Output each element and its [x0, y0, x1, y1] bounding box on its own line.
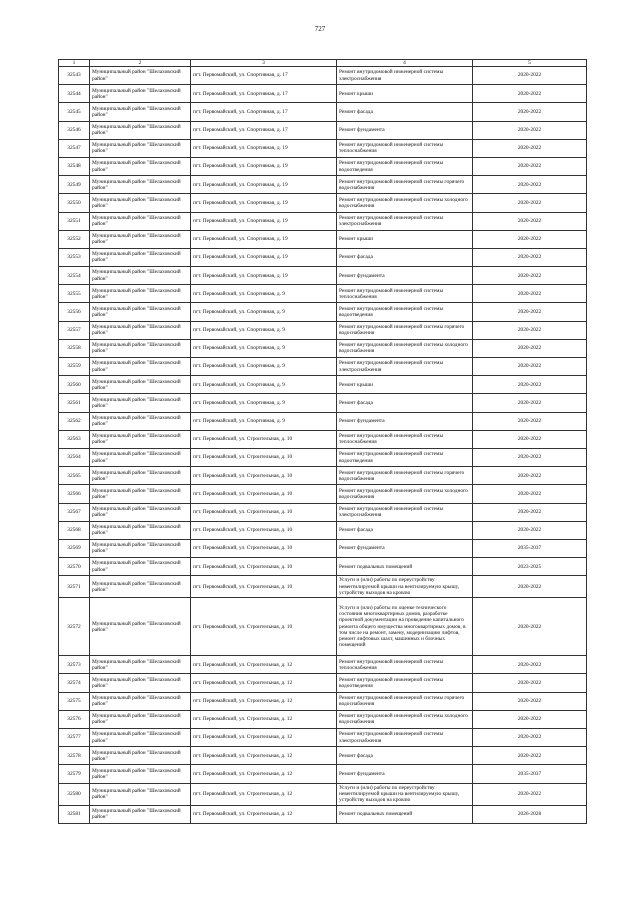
cell-row-number: 32555 — [59, 285, 90, 303]
cell-period: 2020-2022 — [473, 729, 587, 747]
table-row — [59, 358, 587, 376]
cell-municipality: Муниципальный район "Шелаховский район" — [90, 558, 191, 576]
table-row — [59, 412, 587, 430]
cell-municipality: Муниципальный район "Шелаховский район" — [90, 692, 191, 710]
cell-row-number: 32574 — [59, 674, 90, 692]
cell-address: пгт. Первомайский, ул. Строительная, д. 12 — [191, 710, 337, 728]
header-col-4: 4 — [337, 60, 473, 67]
cell-address: пгт. Первомайский, ул. Строительная, д. 10 — [191, 485, 337, 503]
repair-schedule-table — [58, 59, 587, 824]
header-col-1: 1 — [59, 60, 90, 67]
cell-period: 2020-2022 — [473, 157, 587, 175]
table-row — [59, 674, 587, 692]
cell-municipality: Муниципальный район "Шелаховский район" — [90, 412, 191, 430]
table-row — [59, 729, 587, 747]
cell-municipality: Муниципальный район "Шелаховский район" — [90, 674, 191, 692]
cell-work-type: Ремонт внутридомовой инженерной системы теплоснабжения — [337, 285, 473, 303]
cell-period: 2023-2025 — [473, 558, 587, 576]
cell-row-number: 32552 — [59, 230, 90, 248]
table-row — [59, 783, 587, 805]
cell-work-type: Ремонт внутридомовой инженерной системы холодного водоснабжения — [337, 339, 473, 357]
cell-row-number: 32561 — [59, 394, 90, 412]
cell-period: 2020-2022 — [473, 303, 587, 321]
cell-address: пгт. Первомайский, ул. Строительная, д. 10 — [191, 503, 337, 521]
cell-municipality: Муниципальный район "Шелаховский район" — [90, 248, 191, 266]
table-row — [59, 805, 587, 823]
cell-address: пгт. Первомайский, ул. Спортивная, д. 9 — [191, 412, 337, 430]
cell-period: 2020-2022 — [473, 656, 587, 674]
cell-municipality: Муниципальный район "Шелаховский район" — [90, 303, 191, 321]
cell-address: пгт. Первомайский, ул. Спортивная, д. 19 — [191, 176, 337, 194]
cell-address: пгт. Первомайский, ул. Спортивная, д. 17 — [191, 103, 337, 121]
cell-municipality: Муниципальный район "Шелаховский район" — [90, 539, 191, 557]
cell-period: 2026-2028 — [473, 805, 587, 823]
cell-period: 2020-2022 — [473, 103, 587, 121]
cell-work-type: Ремонт подвальных помещений — [337, 558, 473, 576]
cell-row-number: 32545 — [59, 103, 90, 121]
cell-work-type: Ремонт внутридомовой инженерной системы электроснабжения — [337, 67, 473, 85]
cell-row-number: 32553 — [59, 248, 90, 266]
table-row — [59, 230, 587, 248]
cell-period: 2020-2022 — [473, 85, 587, 103]
cell-work-type: Ремонт внутридомовой инженерной системы водоотведения — [337, 674, 473, 692]
cell-period: 2020-2022 — [473, 747, 587, 765]
page-number: 727 — [314, 25, 326, 33]
cell-address: пгт. Первомайский, ул. Строительная, д. 12 — [191, 674, 337, 692]
cell-period: 2020-2022 — [473, 710, 587, 728]
table-row — [59, 303, 587, 321]
table-row — [59, 598, 587, 656]
cell-row-number: 32581 — [59, 805, 90, 823]
cell-work-type: Услуги и (или) работы по переустройству невентилируемой крыши на вентилируемую крышу, устройству выходов на кровлю — [337, 576, 473, 598]
cell-row-number: 32566 — [59, 485, 90, 503]
cell-row-number: 32564 — [59, 448, 90, 466]
cell-address: пгт. Первомайский, ул. Строительная, д. 12 — [191, 729, 337, 747]
cell-row-number: 32562 — [59, 412, 90, 430]
cell-municipality: Муниципальный район "Шелаховский район" — [90, 176, 191, 194]
cell-row-number: 32559 — [59, 358, 90, 376]
cell-period: 2020-2022 — [473, 448, 587, 466]
table-row — [59, 285, 587, 303]
cell-address: пгт. Первомайский, ул. Спортивная, д. 9 — [191, 339, 337, 357]
cell-row-number: 32565 — [59, 467, 90, 485]
cell-municipality: Муниципальный район "Шелаховский район" — [90, 358, 191, 376]
cell-period: 2020-2022 — [473, 692, 587, 710]
table-row — [59, 467, 587, 485]
cell-municipality: Муниципальный район "Шелаховский район" — [90, 103, 191, 121]
cell-row-number: 32547 — [59, 139, 90, 157]
cell-address: пгт. Первомайский, ул. Строительная, д. 10 — [191, 467, 337, 485]
cell-address: пгт. Первомайский, ул. Строительная, д. 12 — [191, 692, 337, 710]
cell-work-type: Ремонт внутридомовой инженерной системы водоотведения — [337, 303, 473, 321]
cell-work-type: Ремонт внутридомовой инженерной системы холодного водоснабжения — [337, 485, 473, 503]
cell-row-number: 32573 — [59, 656, 90, 674]
cell-municipality: Муниципальный район "Шелаховский район" — [90, 339, 191, 357]
cell-address: пгт. Первомайский, ул. Спортивная, д. 19 — [191, 139, 337, 157]
cell-work-type: Ремонт внутридомовой инженерной системы водоотведения — [337, 157, 473, 175]
cell-municipality: Муниципальный район "Шелаховский район" — [90, 139, 191, 157]
cell-address: пгт. Первомайский, ул. Спортивная, д. 17 — [191, 67, 337, 85]
cell-address: пгт. Первомайский, ул. Спортивная, д. 9 — [191, 358, 337, 376]
cell-work-type: Ремонт внутридомовой инженерной системы теплоснабжения — [337, 656, 473, 674]
cell-row-number: 32576 — [59, 710, 90, 728]
cell-address: пгт. Первомайский, ул. Спортивная, д. 17 — [191, 85, 337, 103]
cell-row-number: 32571 — [59, 576, 90, 598]
table-row — [59, 194, 587, 212]
cell-period: 2020-2022 — [473, 376, 587, 394]
cell-municipality: Муниципальный район "Шелаховский район" — [90, 805, 191, 823]
table-row — [59, 85, 587, 103]
cell-municipality: Муниципальный район "Шелаховский район" — [90, 321, 191, 339]
cell-period: 2020-2022 — [473, 485, 587, 503]
cell-period: 2020-2022 — [473, 194, 587, 212]
cell-work-type: Ремонт внутридомовой инженерной системы электроснабжения — [337, 212, 473, 230]
table-row — [59, 656, 587, 674]
cell-row-number: 32556 — [59, 303, 90, 321]
cell-work-type: Ремонт крыши — [337, 376, 473, 394]
cell-row-number: 32579 — [59, 765, 90, 783]
cell-address: пгт. Первомайский, ул. Спортивная, д. 9 — [191, 303, 337, 321]
cell-period: 2035-2037 — [473, 765, 587, 783]
cell-row-number: 32551 — [59, 212, 90, 230]
cell-municipality: Муниципальный район "Шелаховский район" — [90, 485, 191, 503]
table-row — [59, 376, 587, 394]
cell-address: пгт. Первомайский, ул. Строительная, д. 10 — [191, 430, 337, 448]
cell-work-type: Ремонт внутридомовой инженерной системы горячего водоснабжения — [337, 321, 473, 339]
cell-row-number: 32577 — [59, 729, 90, 747]
cell-address: пгт. Первомайский, ул. Спортивная, д. 19 — [191, 212, 337, 230]
table-row — [59, 394, 587, 412]
cell-address: пгт. Первомайский, ул. Спортивная, д. 19 — [191, 230, 337, 248]
cell-period: 2020-2022 — [473, 212, 587, 230]
cell-municipality: Муниципальный район "Шелаховский район" — [90, 67, 191, 85]
cell-municipality: Муниципальный район "Шелаховский район" — [90, 783, 191, 805]
cell-work-type: Ремонт фундамента — [337, 539, 473, 557]
cell-municipality: Муниципальный район "Шелаховский район" — [90, 285, 191, 303]
cell-address: пгт. Первомайский, ул. Строительная, д. 12 — [191, 805, 337, 823]
cell-address: пгт. Первомайский, ул. Спортивная, д. 9 — [191, 376, 337, 394]
cell-period: 2020-2022 — [473, 598, 587, 656]
table-row — [59, 503, 587, 521]
cell-row-number: 32557 — [59, 321, 90, 339]
cell-row-number: 32549 — [59, 176, 90, 194]
cell-municipality: Муниципальный район "Шелаховский район" — [90, 656, 191, 674]
cell-row-number: 32570 — [59, 558, 90, 576]
cell-work-type: Ремонт внутридомовой инженерной системы водоотведения — [337, 448, 473, 466]
cell-address: пгт. Первомайский, ул. Спортивная, д. 17 — [191, 121, 337, 139]
cell-work-type: Услуги и (или) работы по переустройству невентилируемой крыши на вентилируемую крышу, устройству выходов на кровлю — [337, 783, 473, 805]
cell-municipality: Муниципальный район "Шелаховский район" — [90, 376, 191, 394]
table-row — [59, 176, 587, 194]
cell-municipality: Муниципальный район "Шелаховский район" — [90, 85, 191, 103]
cell-row-number: 32550 — [59, 194, 90, 212]
cell-row-number: 32572 — [59, 598, 90, 656]
cell-address: пгт. Первомайский, ул. Спортивная, д. 19 — [191, 194, 337, 212]
cell-address: пгт. Первомайский, ул. Спортивная, д. 19 — [191, 248, 337, 266]
cell-municipality: Муниципальный район "Шелаховский район" — [90, 394, 191, 412]
cell-period: 2020-2022 — [473, 321, 587, 339]
cell-municipality: Муниципальный район "Шелаховский район" — [90, 503, 191, 521]
table-row — [59, 765, 587, 783]
cell-municipality: Муниципальный район "Шелаховский район" — [90, 576, 191, 598]
cell-period: 2035-2037 — [473, 539, 587, 557]
cell-municipality: Муниципальный район "Шелаховский район" — [90, 467, 191, 485]
table-row — [59, 576, 587, 598]
cell-work-type: Ремонт внутридомовой инженерной системы теплоснабжения — [337, 139, 473, 157]
cell-address: пгт. Первомайский, ул. Строительная, д. 10 — [191, 521, 337, 539]
cell-period: 2020-2022 — [473, 358, 587, 376]
cell-address: пгт. Первомайский, ул. Строительная, д. 10 — [191, 576, 337, 598]
table-row — [59, 267, 587, 285]
cell-work-type: Ремонт внутридомовой инженерной системы горячего водоснабжения — [337, 692, 473, 710]
cell-work-type: Ремонт внутридомовой инженерной системы электроснабжения — [337, 503, 473, 521]
cell-address: пгт. Первомайский, ул. Строительная, д. 10 — [191, 598, 337, 656]
cell-work-type: Ремонт внутридомовой инженерной системы электроснабжения — [337, 358, 473, 376]
cell-municipality: Муниципальный район "Шелаховский район" — [90, 230, 191, 248]
table-row — [59, 710, 587, 728]
cell-municipality: Муниципальный район "Шелаховский район" — [90, 430, 191, 448]
table-row — [59, 121, 587, 139]
table-row — [59, 339, 587, 357]
table-row — [59, 448, 587, 466]
cell-municipality: Муниципальный район "Шелаховский район" — [90, 598, 191, 656]
cell-municipality: Муниципальный район "Шелаховский район" — [90, 194, 191, 212]
cell-row-number: 32578 — [59, 747, 90, 765]
table-row — [59, 321, 587, 339]
table-row — [59, 139, 587, 157]
cell-period: 2020-2022 — [473, 230, 587, 248]
table-row — [59, 248, 587, 266]
cell-period: 2020-2022 — [473, 467, 587, 485]
cell-work-type: Ремонт фасада — [337, 521, 473, 539]
cell-period: 2020-2022 — [473, 503, 587, 521]
cell-row-number: 32544 — [59, 85, 90, 103]
cell-period: 2020-2022 — [473, 394, 587, 412]
cell-work-type: Ремонт внутридомовой инженерной системы холодного водоснабжения — [337, 710, 473, 728]
cell-period: 2020-2022 — [473, 783, 587, 805]
cell-address: пгт. Первомайский, ул. Спортивная, д. 19 — [191, 157, 337, 175]
cell-work-type: Ремонт фундамента — [337, 765, 473, 783]
header-col-2: 2 — [90, 60, 191, 67]
cell-period: 2020-2022 — [473, 521, 587, 539]
cell-work-type: Ремонт фасада — [337, 394, 473, 412]
cell-municipality: Муниципальный район "Шелаховский район" — [90, 448, 191, 466]
cell-municipality: Муниципальный район "Шелаховский район" — [90, 765, 191, 783]
cell-period: 2020-2022 — [473, 121, 587, 139]
cell-work-type: Ремонт фасада — [337, 747, 473, 765]
cell-municipality: Муниципальный район "Шелаховский район" — [90, 521, 191, 539]
table-row — [59, 558, 587, 576]
cell-work-type: Ремонт крыши — [337, 85, 473, 103]
table-row — [59, 692, 587, 710]
cell-municipality: Муниципальный район "Шелаховский район" — [90, 121, 191, 139]
cell-work-type: Ремонт внутридомовой инженерной системы теплоснабжения — [337, 430, 473, 448]
cell-address: пгт. Первомайский, ул. Строительная, д. 10 — [191, 448, 337, 466]
cell-row-number: 32543 — [59, 67, 90, 85]
table-row — [59, 747, 587, 765]
cell-period: 2020-2022 — [473, 576, 587, 598]
cell-row-number: 32546 — [59, 121, 90, 139]
cell-work-type: Ремонт подвальных помещений — [337, 805, 473, 823]
table-row — [59, 157, 587, 175]
table-row — [59, 539, 587, 557]
cell-row-number: 32568 — [59, 521, 90, 539]
cell-address: пгт. Первомайский, ул. Спортивная, д. 9 — [191, 321, 337, 339]
cell-row-number: 32567 — [59, 503, 90, 521]
cell-address: пгт. Первомайский, ул. Строительная, д. 10 — [191, 558, 337, 576]
cell-work-type: Услуги и (или) работы по оценке технического состояния многоквартирных домов, разработке проектной документации на проведение капитального ремонта общего имущества многоквартирных домов, в том числе на ремонт, замену, модернизацию лифтов, ремонт лифтовых шахт, машинных и блочных помещений — [337, 598, 473, 656]
cell-municipality: Муниципальный район "Шелаховский район" — [90, 747, 191, 765]
cell-period: 2020-2022 — [473, 267, 587, 285]
cell-work-type: Ремонт фасада — [337, 248, 473, 266]
cell-work-type: Ремонт фасада — [337, 103, 473, 121]
cell-work-type: Ремонт внутридомовой инженерной системы горячего водоснабжения — [337, 176, 473, 194]
cell-period: 2020-2022 — [473, 176, 587, 194]
cell-work-type: Ремонт внутридомовой инженерной системы электроснабжения — [337, 729, 473, 747]
cell-address: пгт. Первомайский, ул. Строительная, д. 12 — [191, 783, 337, 805]
cell-address: пгт. Первомайский, ул. Строительная, д. 12 — [191, 747, 337, 765]
cell-work-type: Ремонт крыши — [337, 230, 473, 248]
cell-municipality: Муниципальный район "Шелаховский район" — [90, 157, 191, 175]
cell-period: 2020-2022 — [473, 412, 587, 430]
cell-municipality: Муниципальный район "Шелаховский район" — [90, 212, 191, 230]
table-row — [59, 67, 587, 85]
cell-address: пгт. Первомайский, ул. Строительная, д. 12 — [191, 765, 337, 783]
cell-municipality: Муниципальный район "Шелаховский район" — [90, 267, 191, 285]
cell-period: 2020-2022 — [473, 67, 587, 85]
cell-row-number: 32575 — [59, 692, 90, 710]
cell-address: пгт. Первомайский, ул. Спортивная, д. 9 — [191, 394, 337, 412]
cell-row-number: 32548 — [59, 157, 90, 175]
cell-work-type: Ремонт внутридомовой инженерной системы горячего водоснабжения — [337, 467, 473, 485]
cell-municipality: Муниципальный район "Шелаховский район" — [90, 729, 191, 747]
cell-row-number: 32563 — [59, 430, 90, 448]
cell-row-number: 32558 — [59, 339, 90, 357]
cell-period: 2020-2022 — [473, 674, 587, 692]
cell-row-number: 32580 — [59, 783, 90, 805]
cell-address: пгт. Первомайский, ул. Спортивная, д. 19 — [191, 267, 337, 285]
cell-address: пгт. Первомайский, ул. Строительная, д. 12 — [191, 656, 337, 674]
header-col-3: 3 — [191, 60, 337, 67]
cell-municipality: Муниципальный район "Шелаховский район" — [90, 710, 191, 728]
cell-row-number: 32560 — [59, 376, 90, 394]
cell-work-type: Ремонт фундамента — [337, 121, 473, 139]
header-row — [59, 60, 587, 67]
table-row — [59, 212, 587, 230]
cell-address: пгт. Первомайский, ул. Строительная, д. 10 — [191, 539, 337, 557]
cell-period: 2020-2022 — [473, 430, 587, 448]
cell-work-type: Ремонт фундамента — [337, 412, 473, 430]
cell-row-number: 32569 — [59, 539, 90, 557]
cell-work-type: Ремонт внутридомовой инженерной системы холодного водоснабжения — [337, 194, 473, 212]
cell-work-type: Ремонт фундамента — [337, 267, 473, 285]
cell-period: 2020-2022 — [473, 248, 587, 266]
table-row — [59, 430, 587, 448]
cell-period: 2020-2022 — [473, 339, 587, 357]
cell-row-number: 32554 — [59, 267, 90, 285]
cell-address: пгт. Первомайский, ул. Спортивная, д. 9 — [191, 285, 337, 303]
cell-period: 2020-2022 — [473, 285, 587, 303]
table-row — [59, 485, 587, 503]
header-col-5: 5 — [473, 60, 587, 67]
table-row — [59, 103, 587, 121]
cell-period: 2020-2022 — [473, 139, 587, 157]
table-row — [59, 521, 587, 539]
